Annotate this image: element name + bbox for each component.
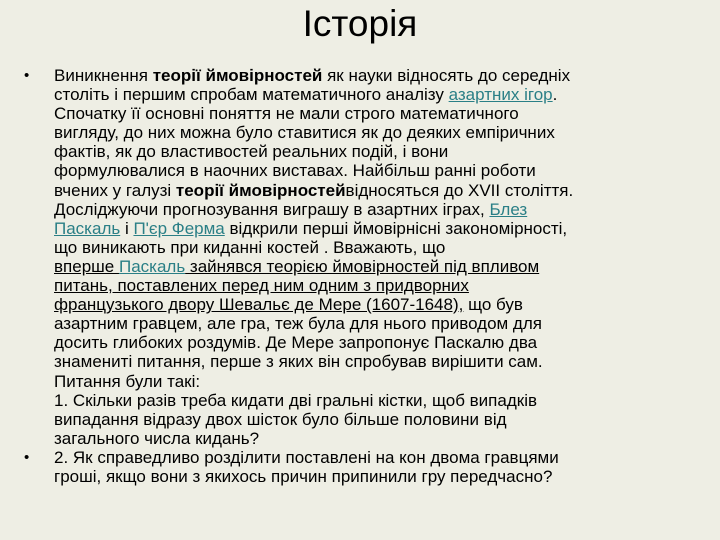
text-line: що виникають при киданні костей . Вважають, що xyxy=(54,237,446,257)
text-line xyxy=(54,66,694,85)
link-pascal[interactable]: Паскаль xyxy=(54,218,121,238)
link-gambling[interactable]: азартних ігор xyxy=(448,85,553,105)
bullet-item-history xyxy=(22,66,694,448)
text-span: і xyxy=(120,218,134,238)
slide-title: Історія xyxy=(302,3,418,44)
text-span: відносяться до XVII століття. xyxy=(345,180,574,200)
link-fermat[interactable]: П'єр Ферма xyxy=(133,218,225,238)
text-line: 2. Як справедливо розділити поставлені на кон двома гравцями xyxy=(54,447,559,467)
bullet-list xyxy=(22,66,694,486)
text-line xyxy=(54,85,694,104)
text-line xyxy=(54,219,694,238)
text-line xyxy=(54,181,694,200)
text-line xyxy=(54,257,694,276)
text-span: Виникнення xyxy=(54,66,153,85)
link-blaise[interactable]: Блез xyxy=(489,199,528,219)
text-span: вчених у галузі xyxy=(54,180,176,200)
text-line: загального числа кидань? xyxy=(54,428,260,448)
bullet-item-question-2 xyxy=(22,448,694,486)
text-span: як науки відносять до середніх xyxy=(322,66,571,85)
text-line: фактів, як до властивостей реальних подій, і вони xyxy=(54,142,449,162)
underlined-text: французького двору Шевальє де Мере (1607-1648), xyxy=(54,295,464,315)
text-line xyxy=(54,200,694,219)
text-span: . xyxy=(552,85,558,105)
bullet-marker: • xyxy=(24,67,30,84)
bold-term: теорії ймовірностей xyxy=(175,180,346,200)
text-line: Питання були такі: xyxy=(54,371,201,391)
underlined-text: зайнявся теорією ймовірностей під впливом xyxy=(185,256,540,276)
text-line: Спочатку її основні поняття не мали строго математичного xyxy=(54,104,519,124)
text-line: досить глибоких роздумів. Де Мере запропонує Паскалю два xyxy=(54,333,538,353)
text-line: гроші, якщо вони з якихось причин припинили гру передчасно? xyxy=(54,466,553,486)
text-line: знамениті питання, перше з яких він спробував вирішити сам. xyxy=(54,352,543,372)
text-line: формулювалися в наочних виставах. Найбільш ранні роботи xyxy=(54,161,536,181)
text-span: відкрили перші ймовірнісні закономірності, xyxy=(224,218,568,238)
text-line: вигляду, до них можна було ставитися як до деяких емпіричних xyxy=(54,123,555,143)
link-pascal-2[interactable]: Паскаль xyxy=(118,256,186,276)
text-span: що був xyxy=(463,295,523,315)
text-line: випадання відразу двох шісток було більше половини від xyxy=(54,409,507,429)
underlined-line: питань, поставлених перед ним одним з придворних xyxy=(54,276,469,296)
text-span: століть і першим спробам математичного аналізу xyxy=(54,85,449,105)
text-line xyxy=(54,295,694,314)
text-line: 1. Скільки разів треба кидати дві гральні кістки, щоб випадків xyxy=(54,390,538,410)
bold-term: теорії ймовірностей xyxy=(152,66,323,85)
text-line: азартним гравцем, але гра, теж була для нього приводом для xyxy=(54,314,542,334)
underlined-text: вперше xyxy=(54,256,119,276)
bullet-marker: • xyxy=(24,448,30,466)
text-span: Досліджуючи прогнозування виграшу в азартних іграх, xyxy=(54,199,490,219)
